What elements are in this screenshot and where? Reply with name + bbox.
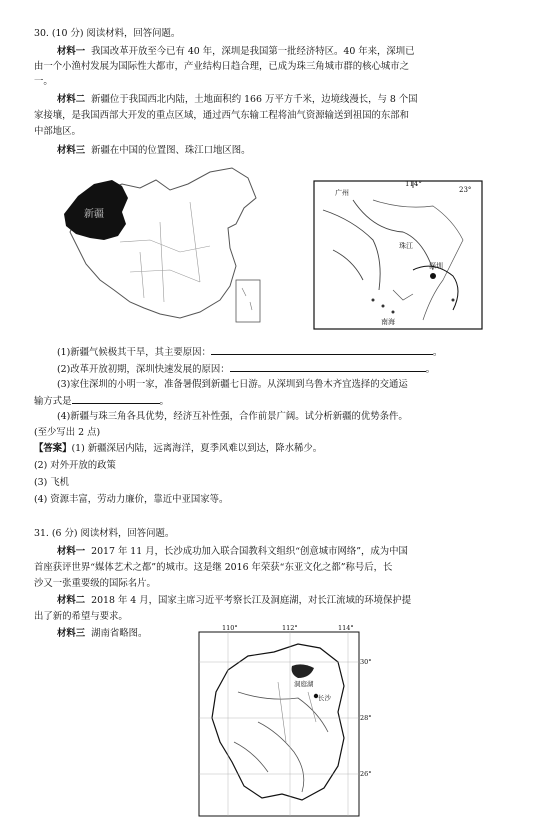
latitude-label: 23° <box>459 186 472 194</box>
q30-material-3-line <box>57 144 251 157</box>
material-3-tag: 材料三 <box>57 145 86 156</box>
q31-material-1-line-1: 材料一 2017 年 11 月，长沙成功加入联合国教科文组织“创意城市网络”，成为中国 <box>57 546 408 557</box>
zhujiang-label: 珠江 <box>399 242 413 250</box>
lon-110-label: 110° <box>222 624 238 632</box>
material-2-tag: 材料二 <box>57 94 86 105</box>
xinjiang-label: 新疆 <box>84 209 104 220</box>
q30-heading: 30. (10 分) 阅读材料，回答问题。 <box>34 28 181 39</box>
answer-1: 【答案】(1) 新疆深居内陆，远离海洋，夏季风难以到达，降水稀少。 <box>34 443 323 454</box>
q30-sub-3-line-2: 输方式是 。 <box>34 396 169 407</box>
dongting-label: 洞庭湖 <box>294 680 314 688</box>
q30-sub-3-line-1: (3)家住深圳的小明一家，准备暑假到新疆七日游。从深圳到乌鲁木齐宜选择的交通运 <box>57 379 408 390</box>
q30-material-2-line-2: 家接壤，是我国西部大开发的重点区域，通过西气东输工程将油气资源输送到祖国的东部和 <box>34 110 410 121</box>
material-1-text: 我国改革开放至今已有 40 年，深圳是我国第一批经济特区。40 年来，深圳已 <box>91 46 415 57</box>
answer-2: (2) 对外开放的政策 <box>34 460 116 471</box>
q30-material-2-line-1 <box>57 93 418 106</box>
q31-material-1-line-3: 沙又一张重要级的国际名片。 <box>34 578 156 589</box>
answer-blank-3 <box>72 394 160 404</box>
guangzhou-label: 广州 <box>335 189 349 197</box>
answer-4: (4) 资源丰富，劳动力廉价，靠近中亚国家等。 <box>34 494 229 505</box>
changsha-label: 长沙 <box>318 694 331 702</box>
q31-material-2-line-2: 出了新的希望与要求。 <box>34 611 128 622</box>
lat-30-label: 30° <box>360 658 372 666</box>
answer-blank-2 <box>230 362 426 372</box>
material-2-text: 新疆位于我国西北内陆，土地面积约 166 万平方千米，边境线漫长，与 8 个国 <box>91 94 418 105</box>
china-map <box>60 162 270 332</box>
q31-material-2-line-1: 材料二 2018 年 4 月，国家主席习近平考察长江及洞庭湖，对长江流域的环境保护提 <box>57 595 412 606</box>
q31-material-1-line-2: 首座获评世界“媒体艺术之都”的城市。这是继 2016 年荣获“东亚文化之都”称号后，长 <box>34 562 393 573</box>
q30-material-1-line-1 <box>57 45 415 58</box>
lat-28-label: 28° <box>360 714 372 722</box>
material-3-text: 新疆在中国的位置图、珠江口地区图。 <box>91 145 251 156</box>
nanhai-label: 南海 <box>381 318 395 326</box>
q30-material-1-line-3: 一。 <box>34 76 53 87</box>
longitude-label: 114° <box>405 180 422 188</box>
answer-3: (3) 飞机 <box>34 477 70 488</box>
q31-material-3-line: 材料三 湖南省略图。 <box>57 628 148 639</box>
q30-sub-1: (1)新疆气候极其干旱，其主要原因： 。 <box>57 347 443 358</box>
q30-material-2-line-3: 中部地区。 <box>34 126 81 137</box>
q30-material-1-line-2: 由一个小渔村发展为国际性大都市，产业结构日趋合理，已成为珠三角城市群的核心城市之 <box>34 61 410 72</box>
pearl-river-delta-map <box>313 180 483 330</box>
lat-26-label: 26° <box>360 770 372 778</box>
hunan-map <box>198 622 374 818</box>
shenzhen-label: 深圳 <box>429 262 443 270</box>
q30-sub-4-line-1: (4)新疆与珠三角各具优势，经济互补性强，合作前景广阔。试分析新疆的优势条件。 <box>57 411 408 422</box>
lon-112-label: 112° <box>282 624 298 632</box>
answer-blank-1 <box>211 345 433 355</box>
material-1-tag: 材料一 <box>57 46 86 57</box>
q30-sub-4-line-2: (至少写出 2 点) <box>34 427 101 438</box>
q30-sub-2: (2)改革开放初期，深圳快速发展的原因： 。 <box>57 364 436 375</box>
q31-heading: 31. (6 分) 阅读材料，回答问题。 <box>34 528 175 539</box>
lon-114-label: 114° <box>338 624 354 632</box>
